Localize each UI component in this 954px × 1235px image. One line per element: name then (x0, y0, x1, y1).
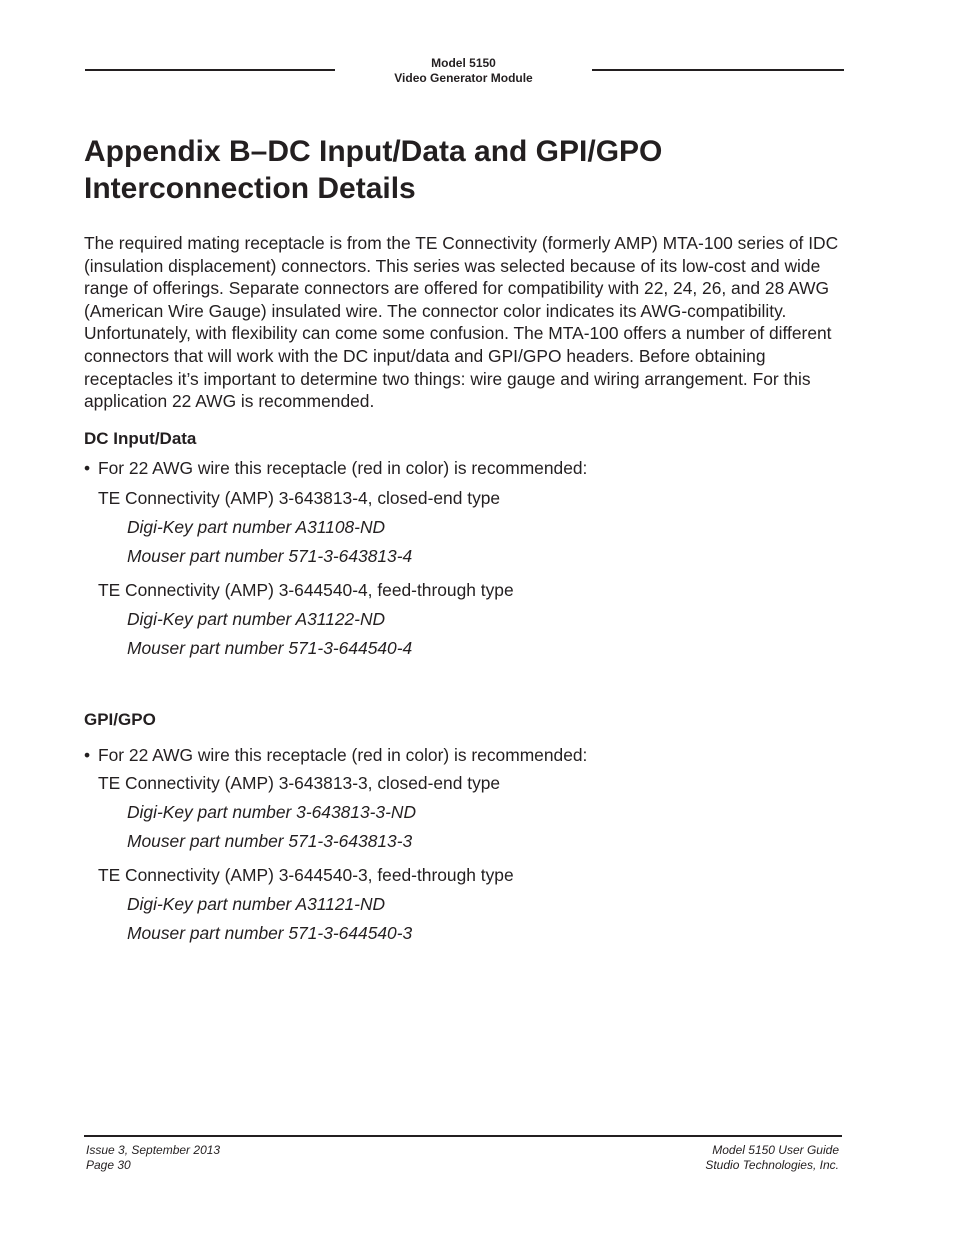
page-title (84, 133, 864, 207)
bullet-glyph: • (84, 458, 91, 478)
gpi-section-heading: GPI/GPO (84, 710, 156, 729)
gpi-bullet-text: For 22 AWG wire this receptacle (red in color) is recommended: (98, 745, 588, 765)
dc-part-1-digikey: Digi-Key part number A31108-ND (127, 517, 386, 537)
gpi-part-1-digikey: Digi-Key part number 3-643813-3-ND (127, 802, 417, 822)
header-rule-right (592, 69, 844, 71)
gpi-part-2-mouser: Mouser part number 571-3-644540-3 (127, 923, 413, 943)
bullet-glyph: • (84, 745, 91, 765)
footer-right (705, 1143, 839, 1173)
gpi-bullet-item (84, 744, 587, 766)
footer-issue: Issue 3, September 2013 (86, 1143, 221, 1157)
dc-part-2-name: TE Connectivity (AMP) 3-644540-4, feed-through type (98, 580, 514, 600)
footer-company: Studio Technologies, Inc. (705, 1158, 839, 1172)
dc-bullet-item (84, 457, 587, 479)
dc-part-2-digikey: Digi-Key part number A31122-ND (127, 609, 386, 629)
footer-rule (84, 1135, 842, 1137)
header-rule-left (85, 69, 335, 71)
footer-page-number: Page 30 (86, 1158, 131, 1172)
gpi-part-2-digikey: Digi-Key part number A31121-ND (127, 894, 386, 914)
dc-bullet-text: For 22 AWG wire this receptacle (red in color) is recommended: (98, 458, 588, 478)
intro-paragraph: The required mating receptacle is from the TE Connectivity (formerly AMP) MTA-100 series of IDC (insulation displacement) connectors. This series was selected because of its low-cost and wide range of offerings. Separate connectors are offered for compatibility with 22, 24, 26, and 28 AWG (American Wire Gauge) insulated wire. The connector color indicates its AWG-compatibility. Unfortunately, with flexibility can come some confusion. The MTA-100 offers a number of different connectors that will work with the DC input/data and GPI/GPO headers. Before obtaining receptacles it’s important to determine two things: wire gauge and wiring arrangement. For this application 22 AWG is recommended. (84, 233, 839, 412)
gpi-part-2-name: TE Connectivity (AMP) 3-644540-3, feed-through type (98, 865, 514, 885)
gpi-part-1-name: TE Connectivity (AMP) 3-643813-3, closed-end type (98, 773, 501, 793)
dc-part-1-mouser: Mouser part number 571-3-643813-4 (127, 546, 413, 566)
header-module: Video Generator Module (394, 71, 533, 85)
dc-part-1-name: TE Connectivity (AMP) 3-643813-4, closed-end type (98, 488, 501, 508)
dc-section-heading: DC Input/Data (84, 429, 197, 448)
footer-guide-title: Model 5150 User Guide (712, 1143, 839, 1157)
footer-left (86, 1143, 220, 1173)
header-model: Model 5150 (431, 56, 496, 70)
title-line-1: Appendix B–DC Input/Data and GPI/GPO (84, 135, 663, 168)
running-header (335, 56, 592, 86)
title-line-2: Interconnection Details (84, 172, 416, 205)
dc-part-2-mouser: Mouser part number 571-3-644540-4 (127, 638, 413, 658)
gpi-part-1-mouser: Mouser part number 571-3-643813-3 (127, 831, 413, 851)
